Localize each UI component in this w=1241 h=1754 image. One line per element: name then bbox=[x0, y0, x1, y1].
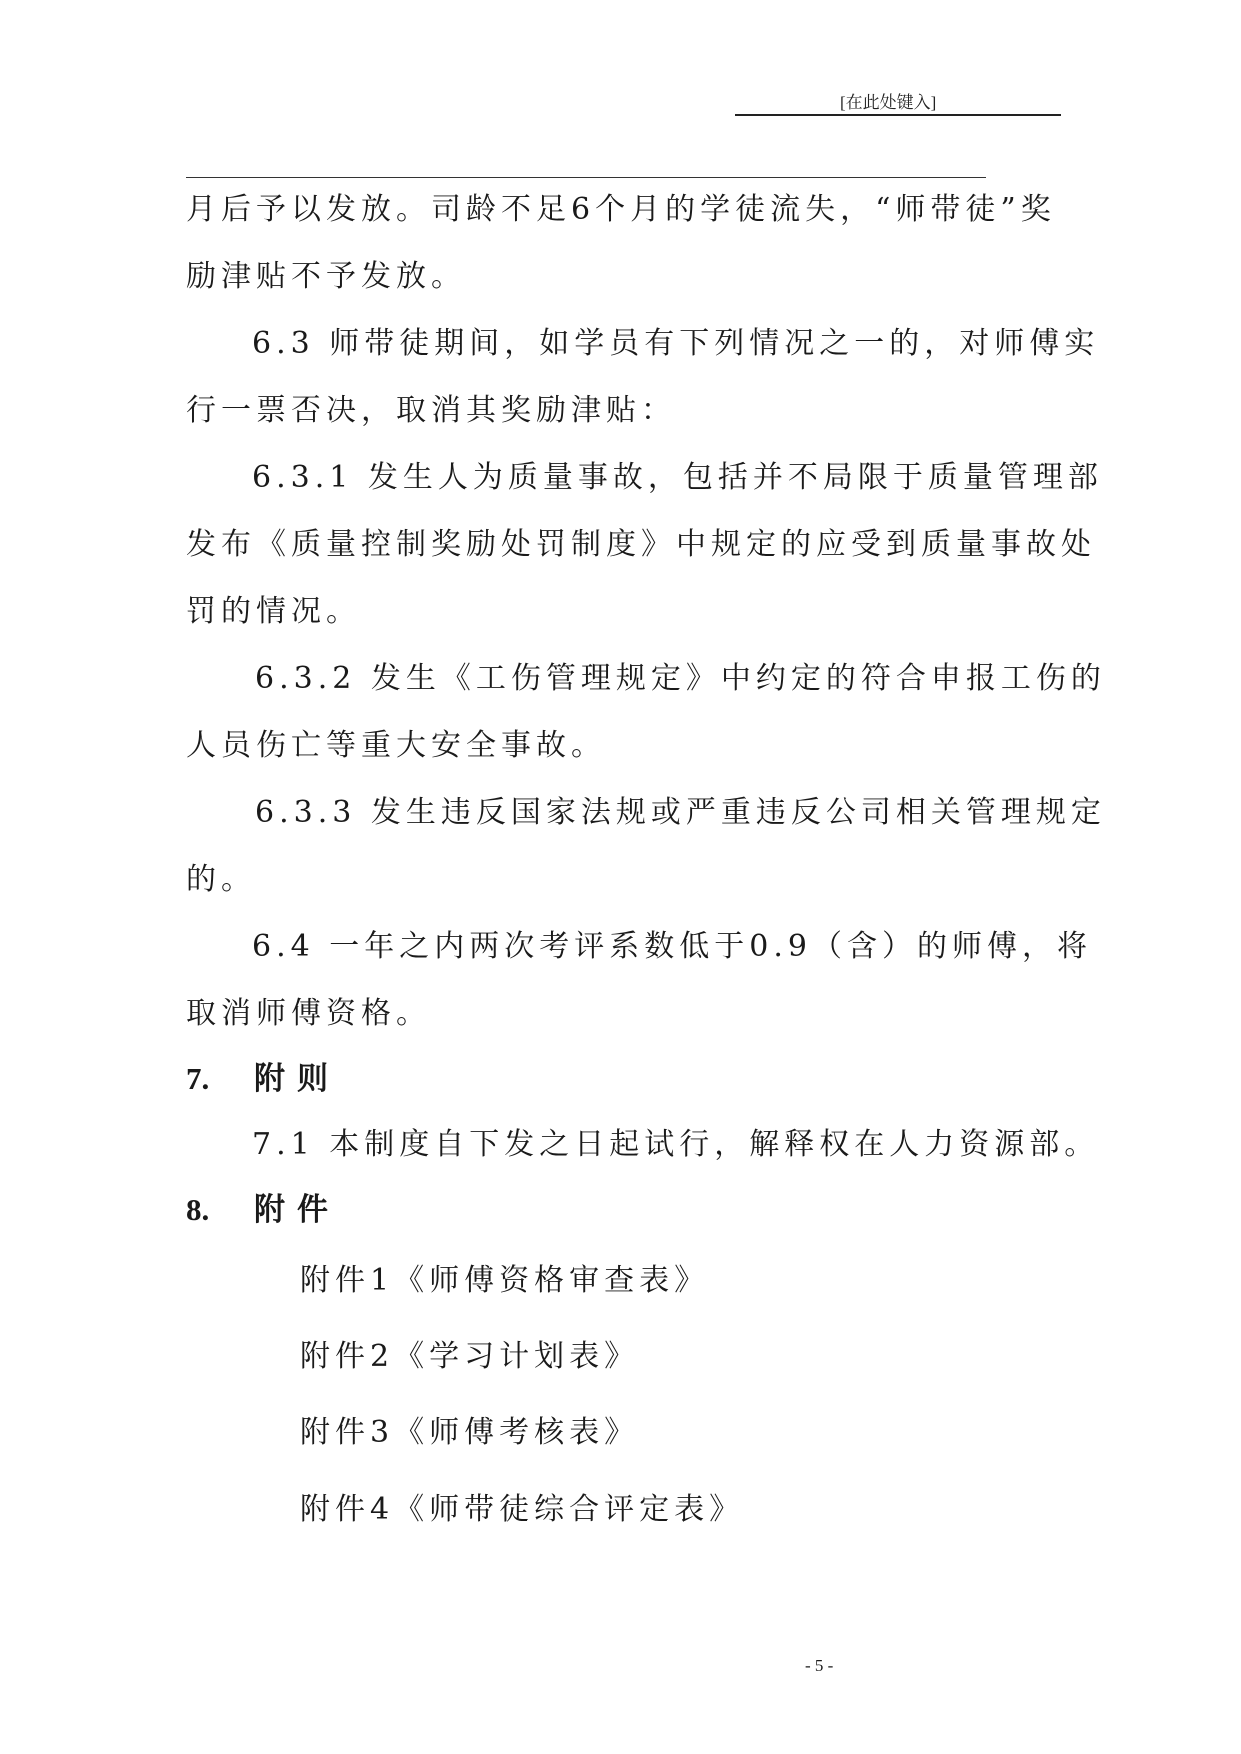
section-heading-8 bbox=[186, 1190, 340, 1230]
paragraph-line: 6.3.1 发生人为质量事故，包括并不局限于质量管理部 bbox=[252, 460, 1103, 495]
section-number: 8. bbox=[186, 1192, 210, 1227]
attachment-item: 附件2《学习计划表》 bbox=[300, 1339, 640, 1374]
section-heading-7 bbox=[186, 1059, 340, 1099]
section-title: 附件 bbox=[254, 1192, 340, 1228]
attachment-item: 附件1《师傅资格审查表》 bbox=[300, 1263, 710, 1298]
paragraph-line: 励津贴不予发放。 bbox=[186, 259, 466, 294]
paragraph-line: 6.3.3 发生违反国家法规或严重违反公司相关管理规定 bbox=[255, 795, 1106, 830]
section-number: 7. bbox=[186, 1061, 210, 1096]
paragraph-line: 取消师傅资格。 bbox=[186, 996, 431, 1031]
paragraph-line: 人员伤亡等重大安全事故。 bbox=[186, 728, 606, 763]
paragraph-line: 行一票否决，取消其奖励津贴： bbox=[186, 393, 676, 428]
body-top-rule bbox=[186, 177, 986, 178]
section-title: 附则 bbox=[254, 1061, 340, 1097]
paragraph-line: 6.3.2 发生《工伤管理规定》中约定的符合申报工伤的 bbox=[255, 661, 1106, 696]
attachment-item: 附件4《师带徒综合评定表》 bbox=[300, 1492, 745, 1527]
attachment-item: 附件3《师傅考核表》 bbox=[300, 1415, 640, 1450]
paragraph-line: 发布《质量控制奖励处罚制度》中规定的应受到质量事故处 bbox=[186, 527, 1096, 562]
paragraph-line: 的。 bbox=[186, 862, 256, 897]
paragraph-line: 6.4 一年之内两次考评系数低于0.9（含）的师傅，将 bbox=[252, 929, 1092, 964]
paragraph-line: 月后予以发放。司龄不足6个月的学徒流失，“师带徒”奖 bbox=[186, 192, 1056, 227]
page-header-placeholder[interactable]: [在此处键入] bbox=[840, 93, 937, 112]
paragraph-line: 6.3 师带徒期间，如学员有下列情况之一的，对师傅实 bbox=[252, 326, 1100, 361]
page-number: - 5 - bbox=[805, 1656, 834, 1675]
header-rule bbox=[735, 114, 1061, 116]
paragraph-line: 7.1 本制度自下发之日起试行，解释权在人力资源部。 bbox=[252, 1127, 1100, 1162]
paragraph-line: 罚的情况。 bbox=[186, 594, 361, 629]
